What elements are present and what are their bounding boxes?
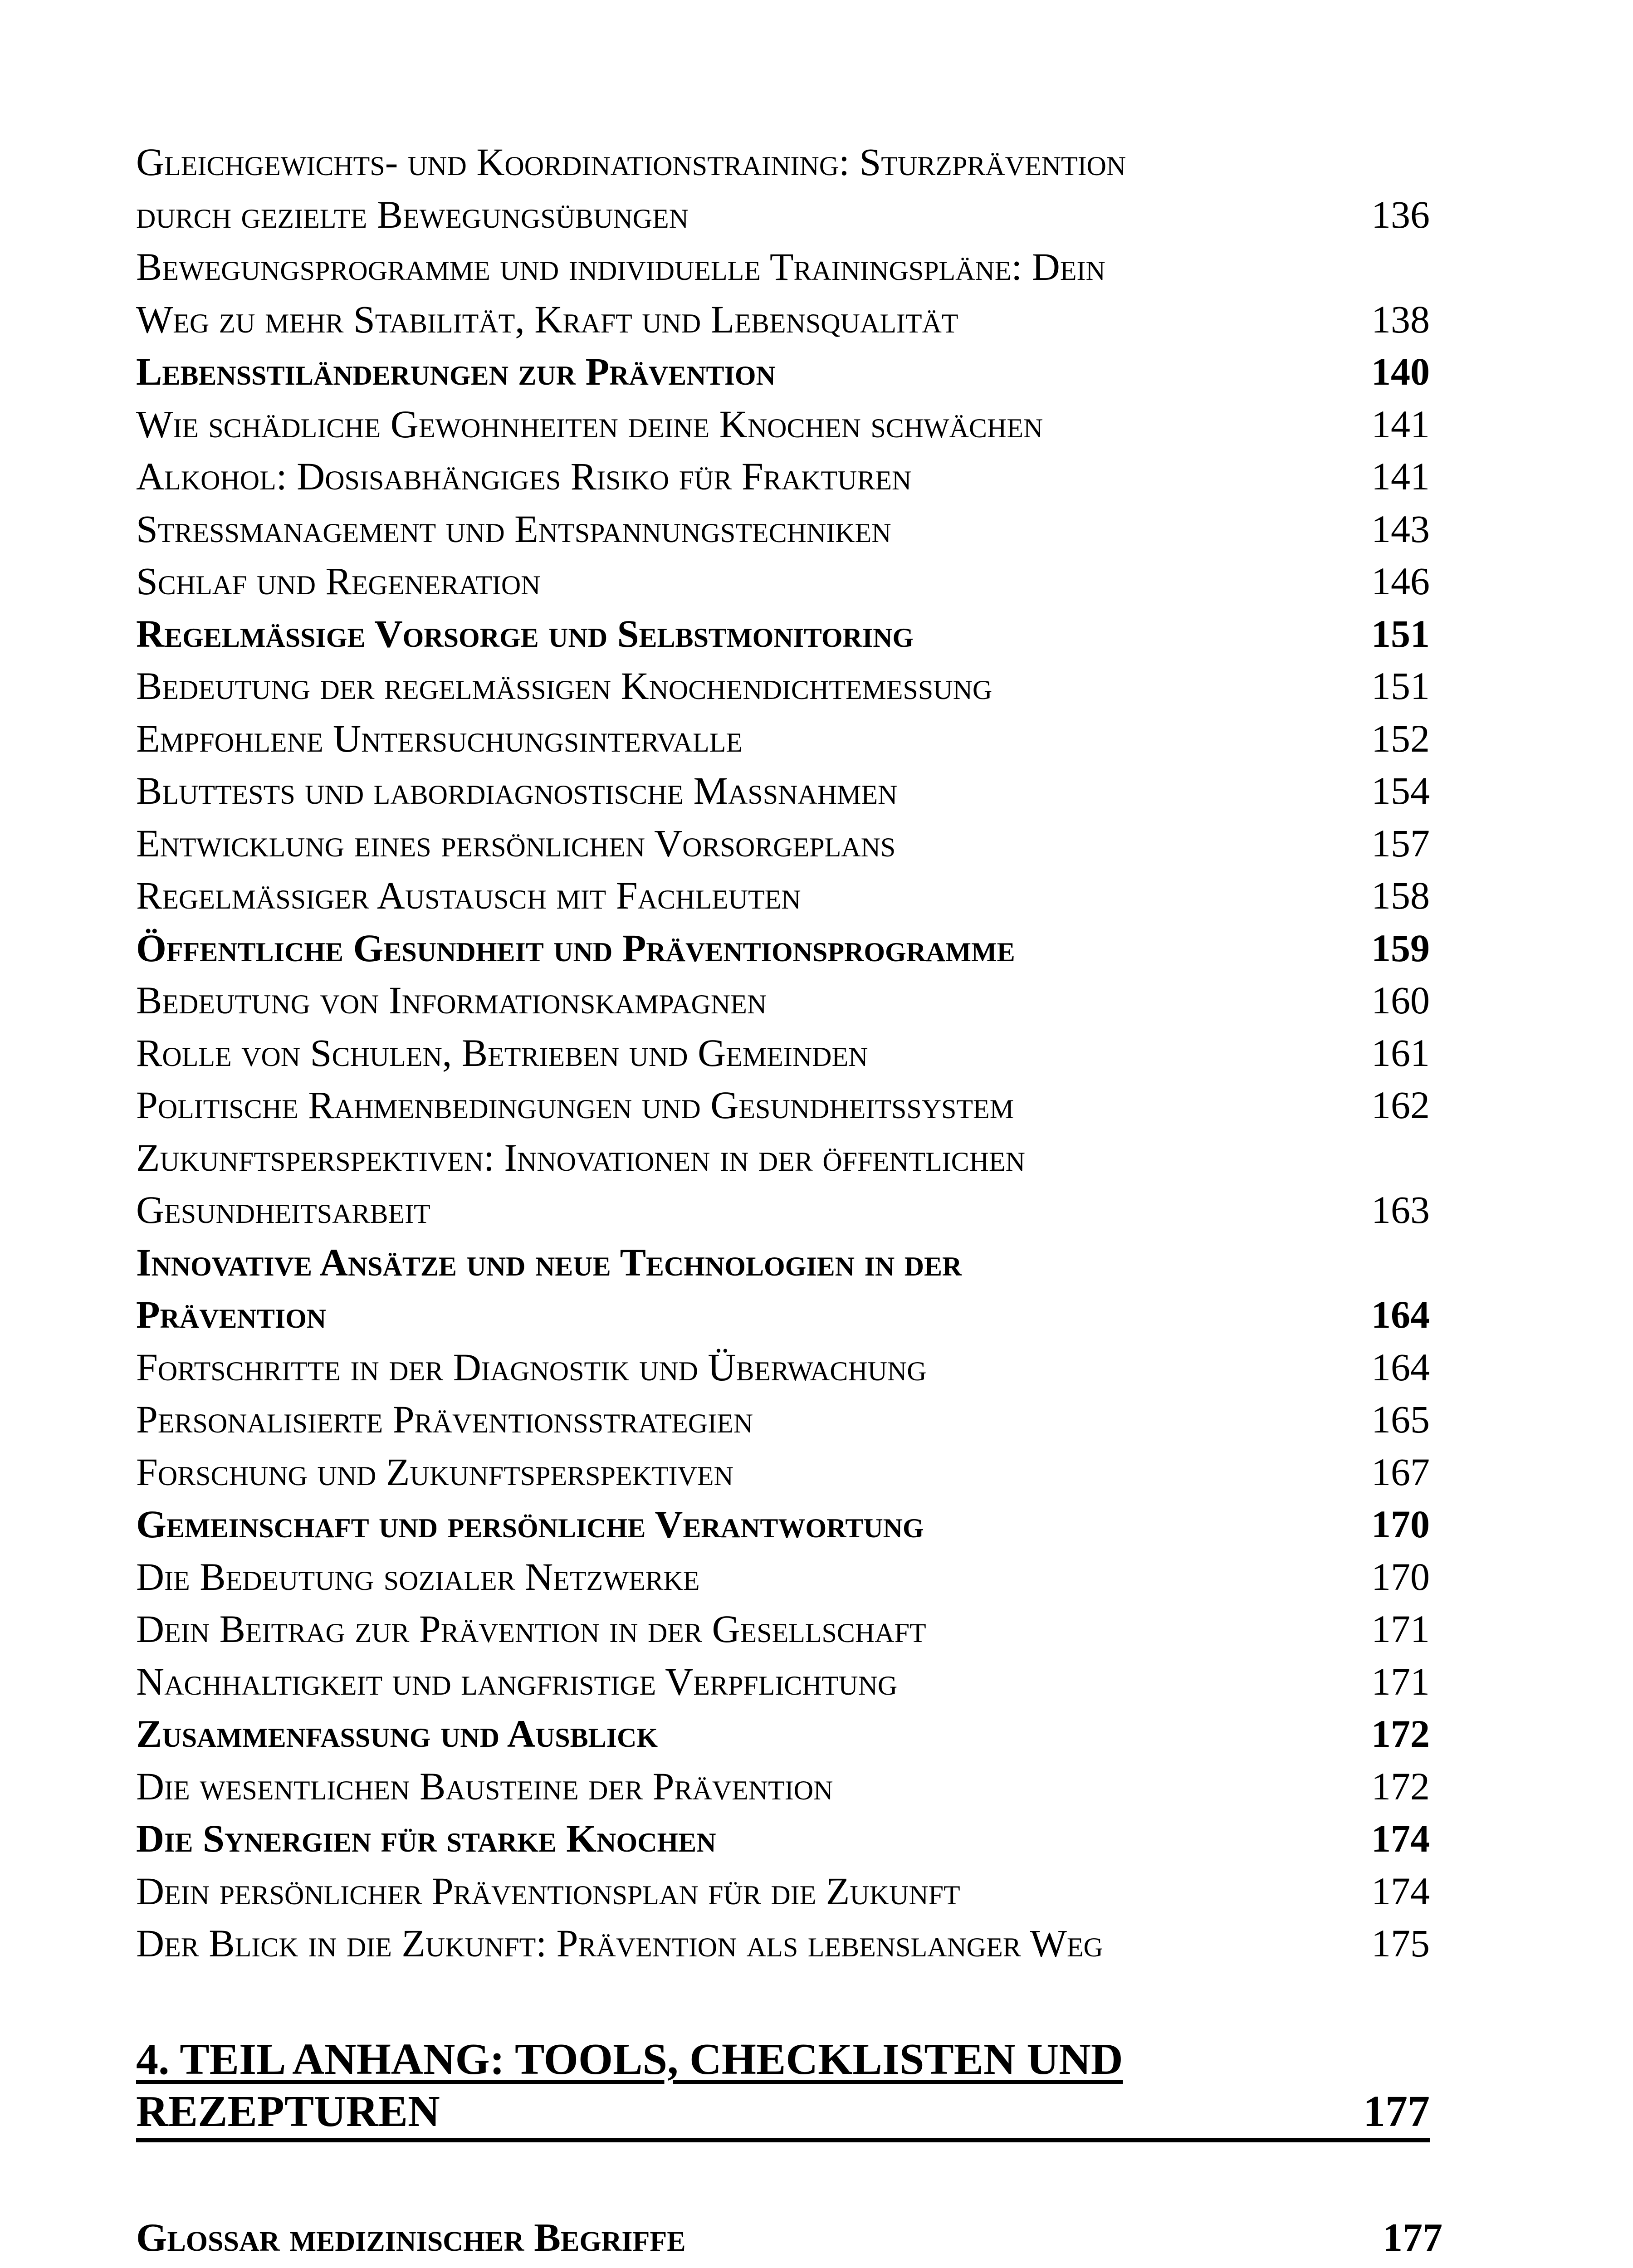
toc-entry[interactable] bbox=[136, 1027, 1430, 1080]
toc-entry-glossar[interactable] bbox=[136, 2215, 1442, 2268]
toc-entry-title: Alkohol: Dosisabhängiges Risiko für Frakturen bbox=[136, 455, 912, 498]
toc-entry-page: 167 bbox=[1371, 1450, 1430, 1494]
toc-entry-page: 154 bbox=[1371, 769, 1430, 812]
toc-entry-title: Bluttests und labordiagnostische Maßnahmen bbox=[136, 769, 898, 812]
toc-entry-page: 151 bbox=[1371, 664, 1430, 708]
toc-entry-page: 170 bbox=[1371, 1502, 1430, 1546]
toc-entry-title: Regelmäßiger Austausch mit Fachleuten bbox=[136, 874, 801, 917]
part-heading-line1 bbox=[136, 2033, 1430, 2086]
toc-entry-title: Der Blick in die Zukunft: Prävention als lebenslanger Weg bbox=[136, 1921, 1103, 1965]
toc-entry-title: Gemeinschaft und persönliche Verantwortung bbox=[136, 1502, 924, 1546]
toc-entry[interactable] bbox=[136, 1551, 1430, 1603]
toc-entry-title: Bewegungsprogramme und individuelle Trainingspläne: Dein bbox=[136, 245, 1105, 288]
toc-entry-title: Die Bedeutung sozialer Netzwerke bbox=[136, 1554, 700, 1598]
toc-entry-title: Lebensstiländerungen zur Prävention bbox=[136, 350, 776, 393]
toc-entry[interactable] bbox=[136, 870, 1430, 922]
toc-entry-title: Dein Beitrag zur Prävention in der Gesellschaft bbox=[136, 1607, 926, 1651]
toc-entry-title: Glossar medizinischer Begriffe bbox=[136, 2215, 686, 2260]
toc-entry-title: Wie schädliche Gewohnheiten deine Knochen schwächen bbox=[136, 402, 1043, 446]
toc-entry[interactable] bbox=[136, 1760, 1430, 1813]
part-heading-text-cont: REZEPTUREN bbox=[136, 2087, 440, 2136]
toc-entry[interactable] bbox=[136, 1656, 1430, 1708]
toc-entry-title: Politische Rahmenbedingungen und Gesundheitssystem bbox=[136, 1083, 1014, 1127]
toc-entry-page: 164 bbox=[1371, 1345, 1430, 1389]
toc-entry[interactable] bbox=[136, 1393, 1430, 1446]
toc-entry-page: 159 bbox=[1371, 926, 1430, 970]
toc-entry-page: 171 bbox=[1371, 1607, 1430, 1651]
toc-entry-title: Dein persönlicher Präventionsplan für die Zukunft bbox=[136, 1869, 960, 1913]
toc-entry-page: 175 bbox=[1371, 1921, 1430, 1965]
toc-entry[interactable] bbox=[136, 293, 1430, 346]
toc-entry[interactable] bbox=[136, 555, 1430, 608]
toc-entry-line[interactable] bbox=[136, 241, 1430, 293]
toc-entry[interactable] bbox=[136, 1341, 1430, 1394]
toc-entry-page: 143 bbox=[1371, 507, 1430, 551]
toc-entry-title: Gleichgewichts- und Koordinationstraining: Sturzprävention bbox=[136, 140, 1126, 184]
toc-entry-title: Zukunftsperspektiven: Innovationen in der öffentlichen bbox=[136, 1135, 1025, 1179]
toc-entry-title: Öffentliche Gesundheit und Präventionsprogramme bbox=[136, 926, 1015, 970]
toc-entry-title: Nachhaltigkeit und langfristige Verpflichtung bbox=[136, 1659, 898, 1703]
toc-entry-line[interactable] bbox=[136, 1237, 1430, 1289]
toc-entry[interactable] bbox=[136, 503, 1430, 556]
toc-entry[interactable] bbox=[136, 398, 1430, 451]
toc-entry[interactable] bbox=[136, 1184, 1430, 1237]
toc-entry[interactable] bbox=[136, 1079, 1430, 1132]
toc-entry-page: 140 bbox=[1371, 350, 1430, 393]
toc-entry-title: Rolle von Schulen, Betrieben und Gemeinden bbox=[136, 1031, 868, 1075]
toc-entry-page: 172 bbox=[1371, 1764, 1430, 1808]
toc-entry-page: 136 bbox=[1371, 192, 1430, 236]
toc-entry-title: Fortschritte in der Diagnostik und Überwachung bbox=[136, 1345, 927, 1389]
toc-entry[interactable] bbox=[136, 1708, 1430, 1760]
toc-entry-page: 174 bbox=[1371, 1869, 1430, 1913]
toc-entry-page: 177 bbox=[1383, 2215, 1442, 2260]
toc-entry-page: 170 bbox=[1371, 1554, 1430, 1598]
toc-entry[interactable] bbox=[136, 1865, 1430, 1918]
toc-entry-title: Innovative Ansätze und neue Technologien in der bbox=[136, 1240, 962, 1284]
toc-entry-title: Stressmanagement und Entspannungstechniken bbox=[136, 507, 891, 551]
part-heading[interactable] bbox=[136, 2033, 1430, 2142]
toc-entry-title: Prävention bbox=[136, 1293, 327, 1336]
toc-entry-title: Schlaf und Regeneration bbox=[136, 559, 541, 603]
toc-entry[interactable] bbox=[136, 346, 1430, 398]
toc-entry[interactable] bbox=[136, 1446, 1430, 1499]
toc-entry-title: Bedeutung der regelmäßigen Knochendichtemessung bbox=[136, 664, 993, 708]
toc-entry[interactable] bbox=[136, 1813, 1430, 1865]
toc-entry-title: Entwicklung eines persönlichen Vorsorgeplans bbox=[136, 821, 896, 865]
toc-entry-page: 164 bbox=[1371, 1293, 1430, 1336]
toc-entry-page: 157 bbox=[1371, 821, 1430, 865]
toc-entry-page: 162 bbox=[1371, 1083, 1430, 1127]
toc-entry[interactable] bbox=[136, 608, 1430, 660]
toc-entry-title: Zusammenfassung und Ausblick bbox=[136, 1712, 658, 1755]
toc-entry-page: 171 bbox=[1371, 1659, 1430, 1703]
toc-entry-page: 146 bbox=[1371, 559, 1430, 603]
toc-entry-title: Personalisierte Präventionsstrategien bbox=[136, 1398, 753, 1441]
toc-entry-title: Die Synergien für starke Knochen bbox=[136, 1817, 716, 1860]
toc-entry-page: 172 bbox=[1371, 1712, 1430, 1755]
toc-entry-title: Gesundheitsarbeit bbox=[136, 1188, 430, 1232]
toc-entry[interactable] bbox=[136, 1289, 1430, 1341]
toc-entry-page: 160 bbox=[1371, 978, 1430, 1022]
toc-entry[interactable] bbox=[136, 1603, 1430, 1656]
toc-entry-title: Forschung und Zukunftsperspektiven bbox=[136, 1450, 733, 1494]
toc-entry[interactable] bbox=[136, 189, 1430, 241]
part-heading-line2 bbox=[136, 2086, 1430, 2142]
toc-entry-line[interactable] bbox=[136, 136, 1430, 189]
toc-entry-page: 151 bbox=[1371, 611, 1430, 655]
toc-entry[interactable] bbox=[136, 450, 1430, 503]
toc-entry-title: durch gezielte Bewegungsübungen bbox=[136, 192, 689, 236]
toc-entry[interactable] bbox=[136, 1498, 1430, 1551]
toc-entry-page: 141 bbox=[1371, 455, 1430, 498]
toc-entry-title: Regelmäßige Vorsorge und Selbstmonitoring bbox=[136, 611, 914, 655]
toc-entry-title: Weg zu mehr Stabilität, Kraft und Lebensqualität bbox=[136, 297, 958, 341]
toc-entry-title: Bedeutung von Informationskampagnen bbox=[136, 978, 767, 1022]
toc-entry-page: 152 bbox=[1371, 716, 1430, 760]
toc-entry[interactable] bbox=[136, 660, 1430, 713]
toc-entry-page: 163 bbox=[1371, 1188, 1430, 1232]
part-heading-text: 4. TEIL ANHANG: TOOLS, CHECKLISTEN UND bbox=[136, 2034, 1123, 2084]
toc-entry-page: 165 bbox=[1371, 1398, 1430, 1441]
toc-entry-title: Die wesentlichen Bausteine der Prävention bbox=[136, 1764, 833, 1808]
toc-entry-page: 138 bbox=[1371, 297, 1430, 341]
toc-entry-page: 174 bbox=[1371, 1817, 1430, 1860]
toc-entry[interactable] bbox=[136, 922, 1430, 975]
toc-entry[interactable] bbox=[136, 974, 1430, 1027]
toc-entry-line[interactable] bbox=[136, 1132, 1430, 1184]
toc-entry[interactable] bbox=[136, 1917, 1430, 1970]
toc-entry[interactable] bbox=[136, 713, 1430, 765]
toc-entry[interactable] bbox=[136, 817, 1430, 870]
toc-entry-page: 141 bbox=[1371, 402, 1430, 446]
toc-entry-title: Empfohlene Untersuchungsintervalle bbox=[136, 716, 743, 760]
toc-entry[interactable] bbox=[136, 765, 1430, 817]
table-of-contents bbox=[136, 136, 1442, 2268]
toc-entry-page: 158 bbox=[1371, 874, 1430, 917]
part-heading-page: 177 bbox=[1363, 2087, 1430, 2136]
toc-entries bbox=[136, 136, 1430, 1970]
toc-entry-page: 161 bbox=[1371, 1031, 1430, 1075]
